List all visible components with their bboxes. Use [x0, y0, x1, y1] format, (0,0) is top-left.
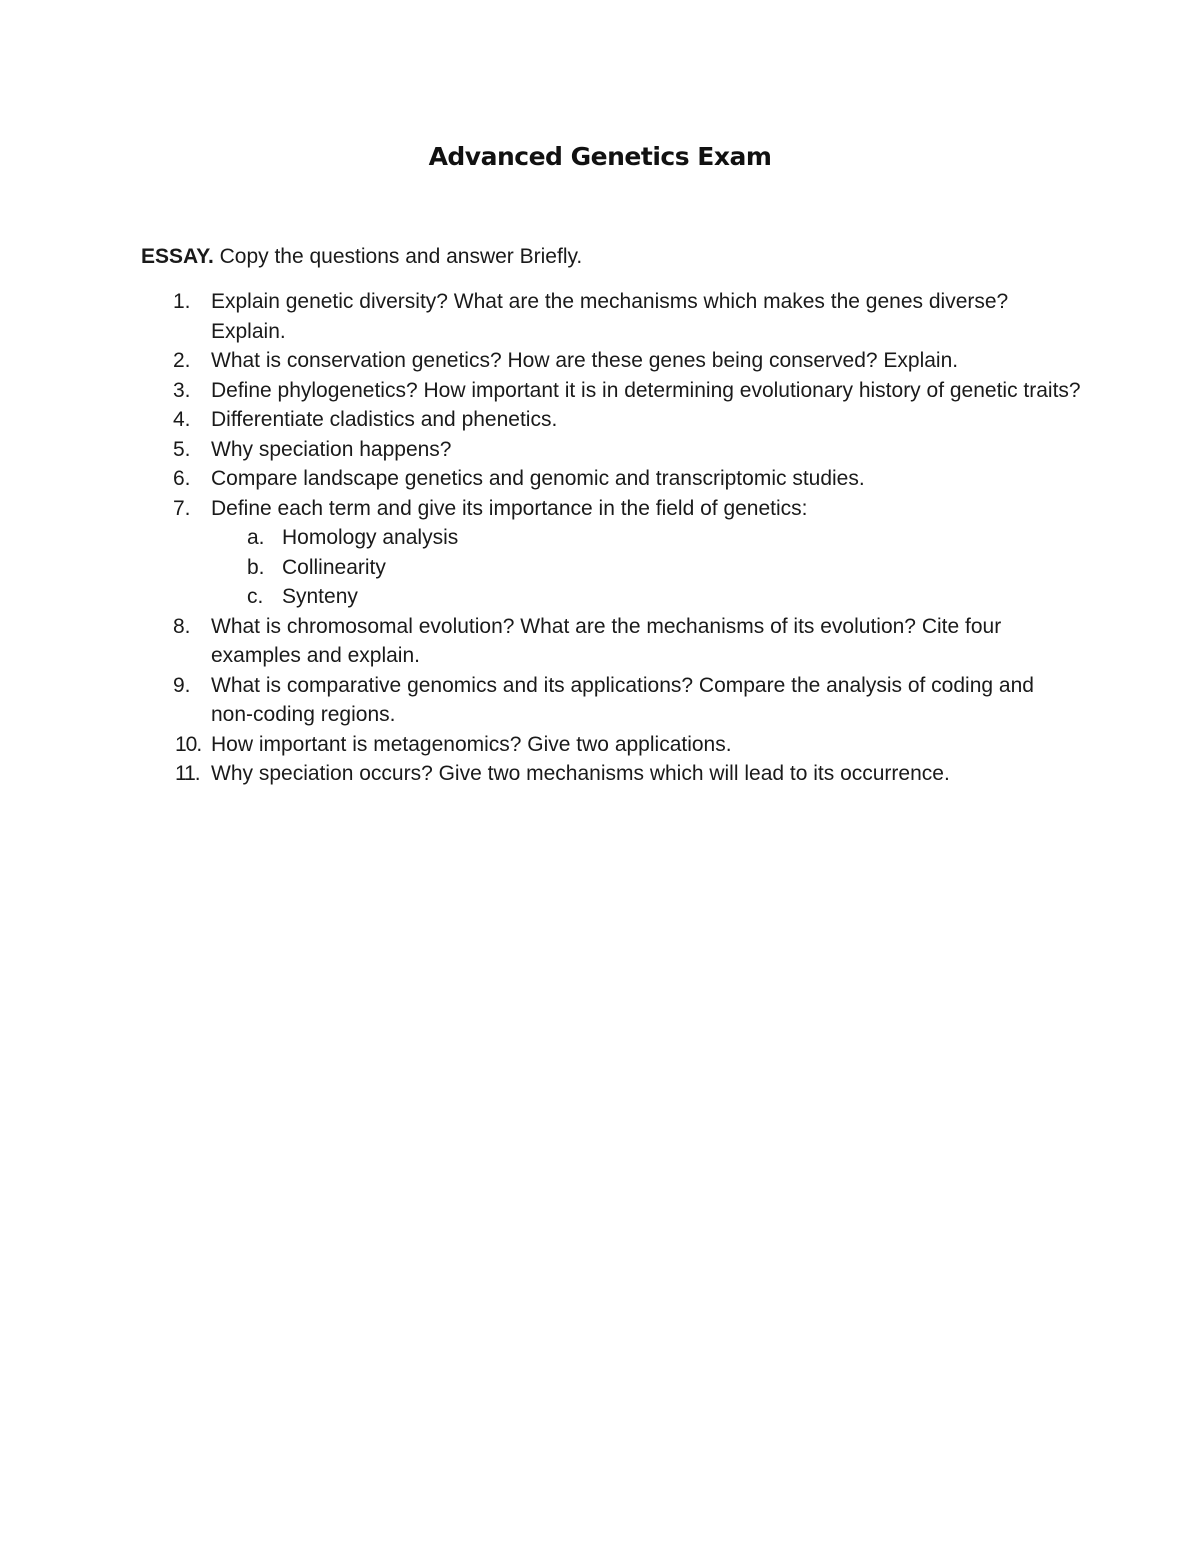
question-1 — [141, 287, 1081, 346]
question-text: What is chromosomal evolution? What are the mechanisms of its evolution? Cite four examples and explain. — [211, 614, 1002, 667]
instructions-text: Copy the questions and answer Briefly. — [213, 245, 583, 268]
question-9 — [141, 671, 1081, 730]
question-number: 2. — [173, 349, 191, 372]
sub-question-text: Homology analysis — [282, 526, 459, 549]
sub-question-letter: c. — [247, 585, 264, 608]
question-number: 9. — [173, 673, 191, 697]
sub-question-c — [211, 582, 1081, 612]
question-6 — [141, 464, 1081, 494]
sub-question-letter: a. — [247, 526, 265, 549]
question-number: 6. — [173, 467, 191, 490]
question-number: 4. — [173, 408, 191, 431]
sub-question-text: Synteny — [282, 585, 358, 608]
question-5 — [141, 435, 1081, 465]
question-number: 11. — [175, 762, 200, 785]
question-list — [141, 287, 1081, 789]
question-number: 1. — [173, 290, 191, 313]
question-number: 3. — [173, 378, 191, 402]
question-number: 5. — [173, 437, 191, 461]
question-text: Explain genetic diversity? What are the mechanisms which makes the genes diverse? Explain. — [211, 290, 1009, 343]
instructions-lead: ESSAY. — [141, 245, 214, 268]
question-text: Define each term and give its importance in the field of genetics: — [211, 496, 808, 520]
question-number: 10. — [175, 732, 202, 756]
question-text: Differentiate cladistics and phenetics. — [211, 408, 558, 431]
question-text: What is conservation genetics? How are these genes being conserved? Explain. — [211, 349, 959, 372]
question-text: Define phylogenetics? How important it is in determining evolutionary history of genetic traits? — [211, 378, 1081, 402]
question-7 — [141, 494, 1081, 612]
sub-question-letter: b. — [247, 555, 265, 579]
question-text: Compare landscape genetics and genomic and transcriptomic studies. — [211, 467, 865, 490]
sub-question-a — [211, 523, 1081, 553]
question-2 — [141, 346, 1081, 376]
question-10 — [141, 730, 1081, 760]
sub-question-list — [211, 523, 1081, 612]
question-number: 8. — [173, 614, 191, 638]
question-4 — [141, 405, 1081, 435]
sub-question-b — [211, 553, 1081, 583]
sub-question-text: Collinearity — [282, 555, 386, 579]
page-title: Advanced Genetics Exam — [428, 142, 772, 171]
question-8 — [141, 612, 1081, 671]
question-text: How important is metagenomics? Give two applications. — [211, 732, 732, 756]
question-text: Why speciation occurs? Give two mechanisms which will lead to its occurrence. — [211, 762, 950, 785]
instructions — [141, 242, 582, 272]
question-11 — [141, 759, 1081, 789]
question-3 — [141, 376, 1081, 406]
question-text: Why speciation happens? — [211, 437, 452, 461]
question-text: What is comparative genomics and its applications? Compare the analysis of coding and non-coding regions. — [211, 673, 1034, 726]
question-number: 7. — [173, 496, 191, 520]
